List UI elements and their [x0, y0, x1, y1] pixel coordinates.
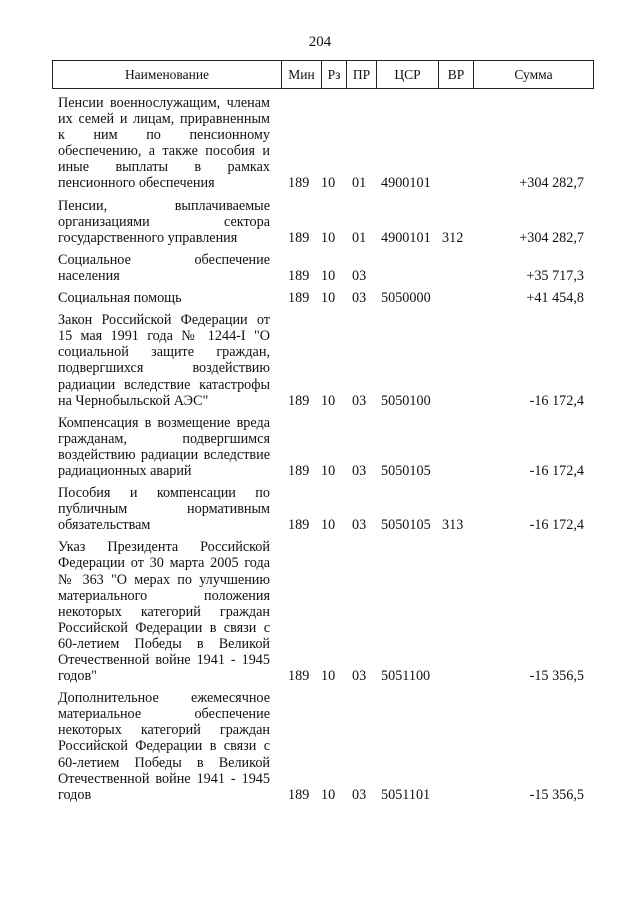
row-vr: 312 [442, 229, 464, 246]
row-name: Пенсии военнослужащим, членам их семей и лицам, приравненным к ним по пенсионному обеспечению, а также пособия и иные выплаты в рамках пенсионного обеспечения [58, 95, 270, 192]
row-csr: 5051100 [381, 668, 431, 685]
row-name: Компенсация в возмещение вреда гражданам, подвергшимся воздействию радиации вследствие радиационных аварий [58, 414, 270, 479]
row-csr: 5050105 [381, 517, 431, 534]
row-pr: 03 [352, 668, 367, 685]
row-csr: 5050100 [381, 392, 431, 409]
row-rz: 10 [321, 668, 336, 685]
table-row [0, 312, 640, 409]
row-min: 189 [288, 668, 310, 685]
table-row [0, 198, 640, 246]
table-body [0, 95, 640, 809]
header-min: Мин [281, 61, 321, 88]
row-sum: -16 172,4 [529, 517, 584, 534]
row-sum: -15 356,5 [529, 668, 584, 685]
row-name: Закон Российской Федерации от 15 мая 1991 года № 1244-I "О социальной защите граждан, подвергшихся воздействию радиации вследствие катастрофы на Чернобыльской АЭС" [58, 312, 270, 409]
header-name: Наименование [124, 67, 210, 82]
row-name: Социальная помощь [58, 290, 182, 307]
row-pr: 03 [352, 786, 367, 803]
row-sum: -15 356,5 [529, 786, 584, 803]
row-pr: 01 [352, 229, 367, 246]
row-pr: 03 [352, 392, 367, 409]
row-rz: 10 [321, 175, 336, 192]
row-name: Указ Президента Российской Федерации от 30 марта 2005 года № 363 "О мерах по улучшению материального положения некоторых категорий граждан Российской Федерации в связи с 60-летием Победы в Великой Отечественной войне 1941 - 1945 годов" [58, 539, 270, 685]
row-pr: 03 [352, 462, 367, 479]
row-sum: +41 454,8 [526, 290, 584, 307]
row-pr: 03 [352, 290, 367, 307]
table-row [0, 252, 640, 284]
table-row [0, 95, 640, 192]
row-csr: 4900101 [381, 175, 431, 192]
header-pr: ПР [346, 61, 376, 88]
row-sum: -16 172,4 [529, 392, 584, 409]
header-rz: Рз [321, 61, 346, 88]
row-pr: 01 [352, 175, 367, 192]
row-min: 189 [288, 462, 310, 479]
row-min: 189 [288, 517, 310, 534]
row-min: 189 [288, 392, 310, 409]
table-header [52, 60, 594, 89]
row-min: 189 [288, 267, 310, 284]
row-rz: 10 [321, 290, 336, 307]
row-name: Пособия и компенсации по публичным нормативным обязательствам [58, 485, 270, 534]
row-rz: 10 [321, 392, 336, 409]
row-name: Дополнительное ежемесячное материальное обеспечение некоторых категорий граждан Российской Федерации в связи с 60-летием Победы в Великой Отечественной войне 1941 - 1945 годов [58, 690, 270, 803]
row-rz: 10 [321, 786, 336, 803]
row-csr: 5050105 [381, 462, 431, 479]
row-min: 189 [288, 290, 310, 307]
row-min: 189 [288, 175, 310, 192]
row-rz: 10 [321, 462, 336, 479]
row-csr: 5050000 [381, 290, 431, 307]
row-sum: +304 282,7 [519, 229, 584, 246]
row-min: 189 [288, 229, 310, 246]
row-pr: 03 [352, 517, 367, 534]
row-name: Пенсии, выплачиваемые организациями сектора государственного управления [58, 197, 270, 246]
table-row [0, 539, 640, 684]
table-row [0, 415, 640, 479]
table-row [0, 290, 640, 306]
row-min: 189 [288, 786, 310, 803]
table-row [0, 485, 640, 533]
row-rz: 10 [321, 229, 336, 246]
row-name: Социальное обеспечение населения [58, 251, 270, 284]
page-number: 204 [308, 34, 332, 50]
table-row [0, 690, 640, 803]
row-rz: 10 [321, 267, 336, 284]
header-vr: ВР [438, 61, 473, 88]
row-csr: 4900101 [381, 229, 431, 246]
header-csr: ЦСР [376, 61, 438, 88]
row-sum: -16 172,4 [529, 462, 584, 479]
row-sum: +304 282,7 [519, 175, 584, 192]
row-vr: 313 [442, 517, 464, 534]
row-csr: 5051101 [381, 786, 431, 803]
row-sum: +35 717,3 [526, 267, 584, 284]
header-sum: Сумма [473, 61, 593, 88]
row-rz: 10 [321, 517, 336, 534]
row-pr: 03 [352, 267, 367, 284]
